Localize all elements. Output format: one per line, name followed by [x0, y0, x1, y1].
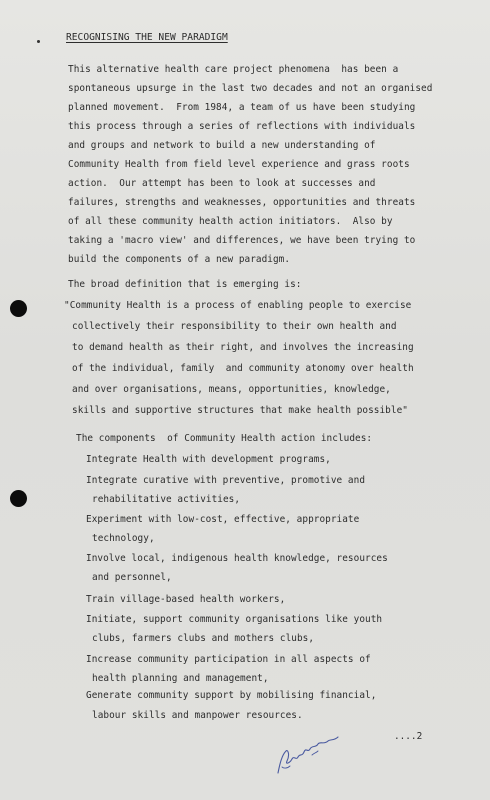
component-item-continuation: and personnel,: [92, 572, 172, 583]
ink-speck: [37, 40, 40, 43]
component-item: Integrate Health with development programs,: [86, 454, 331, 465]
paragraph-line: failures, strengths and weaknesses, opportunities and threats: [68, 197, 416, 208]
paragraph-line: taking a 'macro view' and differences, we have been trying to: [68, 235, 416, 246]
punch-hole-top: [10, 300, 27, 317]
component-item: Involve local, indigenous health knowledge, resources: [86, 553, 388, 564]
definition-quote-line: collectively their responsibility to their own health and: [72, 321, 397, 332]
paragraph-line: build the components of a new paradigm.: [68, 254, 291, 265]
document-heading: RECOGNISING THE NEW PARADIGM: [66, 32, 228, 43]
paragraph-line: planned movement. From 1984, a team of us have been studying: [68, 102, 416, 113]
definition-quote-line: of the individual, family and community atonomy over health: [72, 363, 414, 374]
component-item: Generate community support by mobilising financial,: [86, 690, 377, 701]
paragraph-line: of all these community health action initiators. Also by: [68, 216, 393, 227]
component-item-continuation: rehabilitative activities,: [92, 494, 241, 505]
definition-quote-line: to demand health as their right, and involves the increasing: [72, 342, 414, 353]
component-item: Experiment with low-cost, effective, appropriate: [86, 514, 360, 525]
component-item: Integrate curative with preventive, promotive and: [86, 475, 366, 486]
component-item-continuation: health planning and management,: [92, 673, 269, 684]
paragraph-line: this process through a series of reflections with individuals: [68, 121, 416, 132]
component-item: Initiate, support community organisations like youth: [86, 614, 383, 625]
paragraph-line: This alternative health care project phenomena has been a: [68, 64, 399, 75]
definition-quote-line: skills and supportive structures that make health possible": [72, 405, 408, 416]
paragraph-line: action. Our attempt has been to look at successes and: [68, 178, 376, 189]
paragraph-line: Community Health from field level experience and grass roots: [68, 159, 410, 170]
page-indicator: ....2: [394, 731, 423, 742]
component-item: Increase community participation in all aspects of: [86, 654, 371, 665]
component-item: Train village-based health workers,: [86, 594, 286, 605]
definition-intro: The broad definition that is emerging is:: [68, 279, 302, 290]
definition-quote-line: and over organisations, means, opportunities, knowledge,: [72, 384, 391, 395]
component-item-continuation: labour skills and manpower resources.: [92, 710, 303, 721]
paragraph-line: and groups and network to build a new understanding of: [68, 140, 376, 151]
punch-hole-bottom: [10, 490, 27, 507]
definition-quote-line: "Community Health is a process of enabling people to exercise: [64, 300, 412, 311]
component-item-continuation: clubs, farmers clubs and mothers clubs,: [92, 633, 315, 644]
paragraph-line: spontaneous upsurge in the last two decades and not an organised: [68, 83, 433, 94]
components-intro: The components of Community Health action includes:: [76, 433, 373, 444]
handwritten-signature: [272, 733, 344, 779]
component-item-continuation: technology,: [92, 533, 155, 544]
